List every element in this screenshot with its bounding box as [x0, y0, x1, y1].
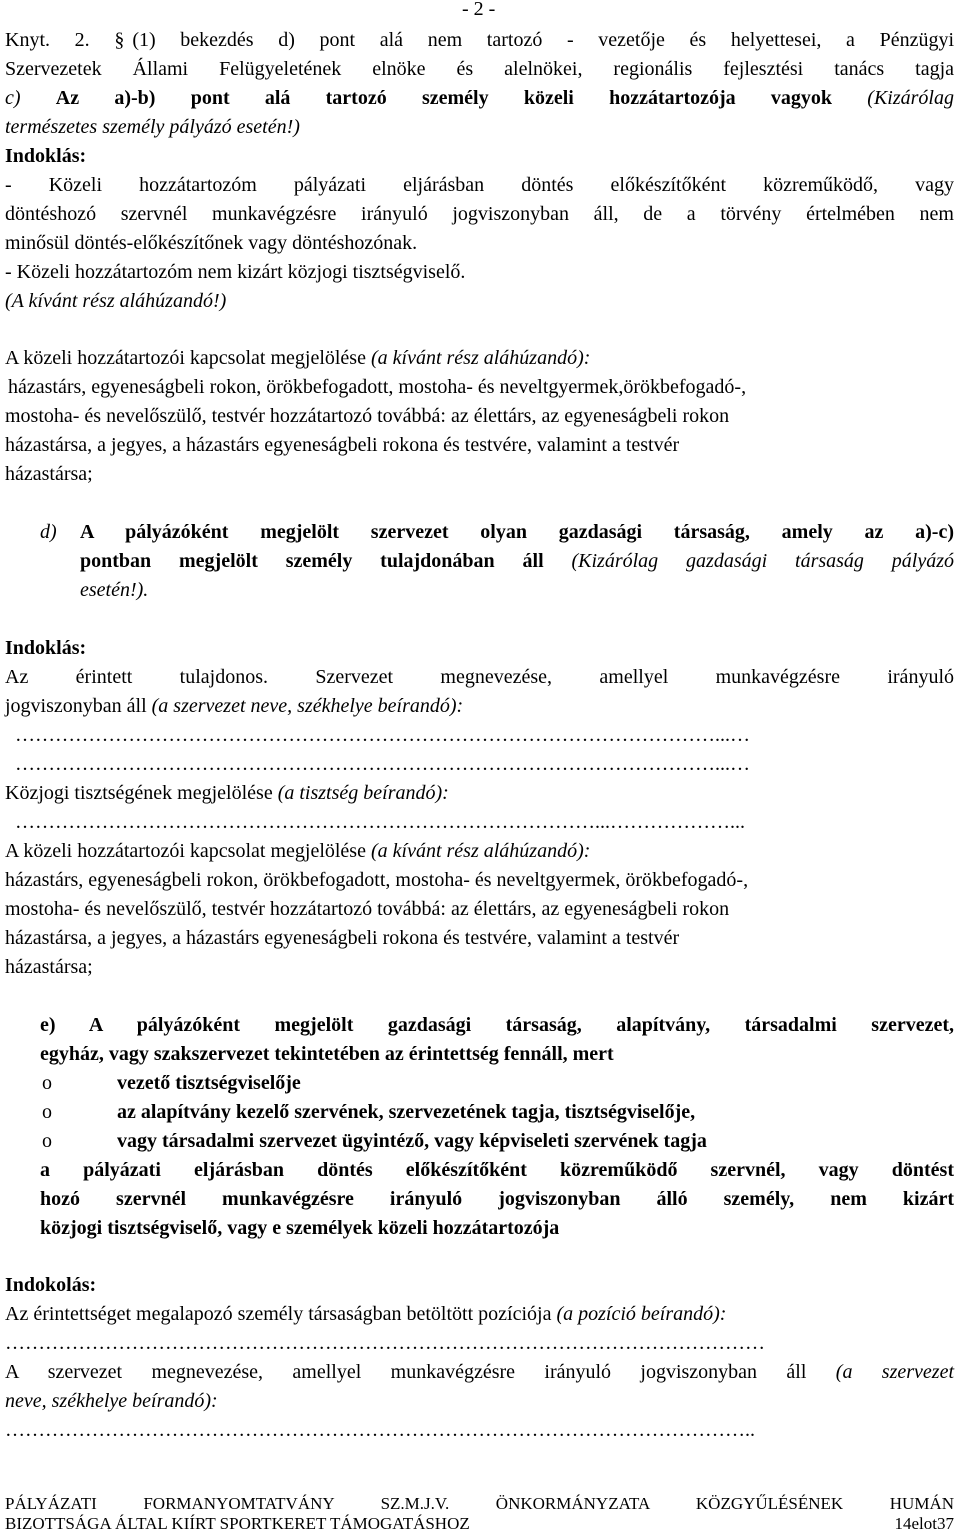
label-c: c) [5, 87, 56, 109]
bullet-marker: o [42, 1072, 52, 1094]
relationship-options: mostoha- és nevelőszülő, testvér hozzátartozó továbbá: az élettárs, az egyeneságbeli rokon [5, 405, 730, 427]
office-label-text: Közjogi tisztségének megjelölése [5, 782, 278, 804]
line: minősül döntés-előkészítőnek vagy döntéshozónak. [5, 232, 418, 254]
page-number: - 2 - [462, 0, 496, 20]
bullet-text: az alapítvány kezelő szervének, szervezetének tagja, tisztségviselője, [117, 1101, 696, 1123]
org-label [5, 1360, 954, 1384]
bullet-item [42, 1100, 954, 1124]
label-d: d) [40, 521, 57, 543]
fill-instruction: (a szervezet [835, 1361, 955, 1383]
footer-line [5, 1514, 954, 1534]
relationship-options: házastársa, a jegyes, a házastárs egyeneságbeli rokona és testvére, valamint a testvér [5, 434, 680, 456]
relationship-label-text: A közeli hozzátartozói kapcsolat megjelölése [5, 840, 371, 862]
heading-e: e) A pályázóként megjelölt gazdasági társaság, alapítvány, társadalmi szervezet, [40, 1014, 954, 1036]
fill-line[interactable]: ………………………………………………………………………………………………….. [5, 1419, 755, 1441]
footer-code: 14elot37 [894, 1514, 954, 1533]
line: közjogi tisztségviselő, vagy e személyek közeli hozzátartozója [40, 1217, 560, 1239]
relationship-label-note: (a kívánt rész aláhúzandó): [370, 347, 591, 369]
relationship-options: házastárs, egyeneságbeli rokon, örökbefogadott, mostoha- és neveltgyermek, örökbefogadó-, [5, 869, 749, 891]
relationship-options: mostoha- és nevelőszülő, testvér hozzátartozó továbbá: az élettárs, az egyeneságbeli rokon [5, 898, 730, 920]
heading-d-cont [80, 549, 954, 573]
fill-line[interactable]: ……………………………………………………………………………………………...… [15, 753, 750, 775]
footer-line: PÁLYÁZATI FORMANYOMTATVÁNY SZ.M.J.V. ÖNKORMÁNYZATA KÖZGYŰLÉSÉNEK HUMÁN [5, 1494, 954, 1513]
bullet-item [42, 1071, 954, 1095]
fill-instruction-cont: neve, székhelye beírandó): [5, 1390, 218, 1412]
ref-prefix: Knyt. 2. [5, 29, 115, 51]
line: döntéshozó szervnél munkavégzésre irányuló jogviszonyban áll, de a törvény értelmében nem [5, 203, 954, 225]
relationship-label-note: (a kívánt rész aláhúzandó): [370, 840, 591, 862]
line [5, 28, 954, 52]
line: a pályázati eljárásban döntés előkészítőként közreműködő szervnél, vagy döntést [40, 1159, 954, 1181]
section-sign: § [114, 29, 125, 51]
relationship-options: házastársa; [5, 956, 93, 978]
line-text: (1) bekezdés d) pont alá nem tartozó - vezetője és helyettesei, a Pénzügyi [132, 29, 955, 51]
line [5, 694, 954, 718]
line: Az érintett tulajdonos. Szervezet megnevezése, amellyel munkavégzésre irányuló [5, 666, 954, 688]
fill-instruction: (a tisztség beírandó): [277, 782, 449, 804]
heading-d-note: (Kizárólag gazdasági társaság pályázó [571, 550, 954, 572]
footer-text: BIZOTTSÁGA ÁLTAL KIÍRT SPORTKERET TÁMOGATÁSHOZ [5, 1514, 470, 1533]
fill-instruction: (a pozíció beírandó): [556, 1303, 727, 1325]
relationship-options: házastársa, a jegyes, a házastárs egyeneságbeli rokona és testvére, valamint a testvér [5, 927, 680, 949]
heading-c [5, 86, 954, 110]
relationship-label [5, 839, 954, 863]
heading-d: A pályázóként megjelölt szervezet olyan gazdasági társaság, amely az a)-c) [80, 521, 954, 543]
line: - Közeli hozzátartozóm pályázati eljárásban döntés előkészítőként közreműködő, vagy [5, 174, 954, 196]
office-label [5, 781, 954, 805]
fill-line[interactable]: ……………………………………………………………………………...………………... [15, 811, 745, 833]
bullet-marker: o [42, 1130, 52, 1152]
relationship-label [5, 346, 954, 370]
heading-c-note-cont: természetes személy pályázó esetén!) [5, 116, 300, 138]
bullet-marker: o [42, 1101, 52, 1123]
fill-instruction: (a szervezet neve, székhelye beírandó): [151, 695, 464, 717]
fill-line[interactable]: ……………………………………………………………………………………………...… [15, 724, 750, 746]
indoklas-label: Indoklás: [5, 637, 87, 659]
line-text: jogviszonyban áll [5, 695, 152, 717]
heading-d-note-cont: esetén!). [80, 579, 149, 601]
relationship-options: házastárs, egyeneságbeli rokon, örökbefogadott, mostoha- és neveltgyermek,örökbefogadó-, [8, 376, 747, 398]
line: hozó szervnél munkavégzésre irányuló jogviszonyban álló személy, nem kizárt [40, 1188, 954, 1210]
heading-c-note: (Kizárólag [867, 87, 954, 109]
relationship-options: házastársa; [5, 463, 93, 485]
line: - Közeli hozzátartozóm nem kizárt közjogi tisztségviselő. [5, 261, 466, 283]
relationship-label-text: A közeli hozzátartozói kapcsolat megjelölése [5, 347, 371, 369]
line: Szervezetek Állami Felügyeletének elnöke és alelnökei, regionális fejlesztési tanács tagja [5, 58, 954, 80]
indokolas-label: Indokolás: [5, 1274, 97, 1296]
bullet-item [42, 1129, 954, 1153]
heading-e-cont: egyház, vagy szakszervezet tekintetében az érintettség fennáll, mert [40, 1043, 614, 1065]
bullet-text: vezető tisztségviselője [117, 1072, 301, 1094]
position-label [5, 1302, 954, 1326]
fill-line[interactable]: …………………………………………………………………………………………………… [5, 1332, 765, 1354]
heading-c-text: Az a)-b) pont alá tartozó személy közeli hozzátartozója vagyok [55, 87, 868, 109]
org-label-text: A szervezet megnevezése, amellyel munkavégzésre irányuló jogviszonyban áll [5, 1361, 836, 1383]
bullet-text: vagy társadalmi szervezet ügyintéző, vagy képviseleti szervének tagja [117, 1130, 707, 1152]
heading-d-text: pontban megjelölt személy tulajdonában áll [80, 550, 572, 572]
position-label-text: Az érintettséget megalapozó személy társaságban betöltött pozíciója [5, 1303, 557, 1325]
indoklas-label: Indoklás: [5, 145, 87, 167]
instruction: (A kívánt rész aláhúzandó!) [5, 290, 227, 312]
